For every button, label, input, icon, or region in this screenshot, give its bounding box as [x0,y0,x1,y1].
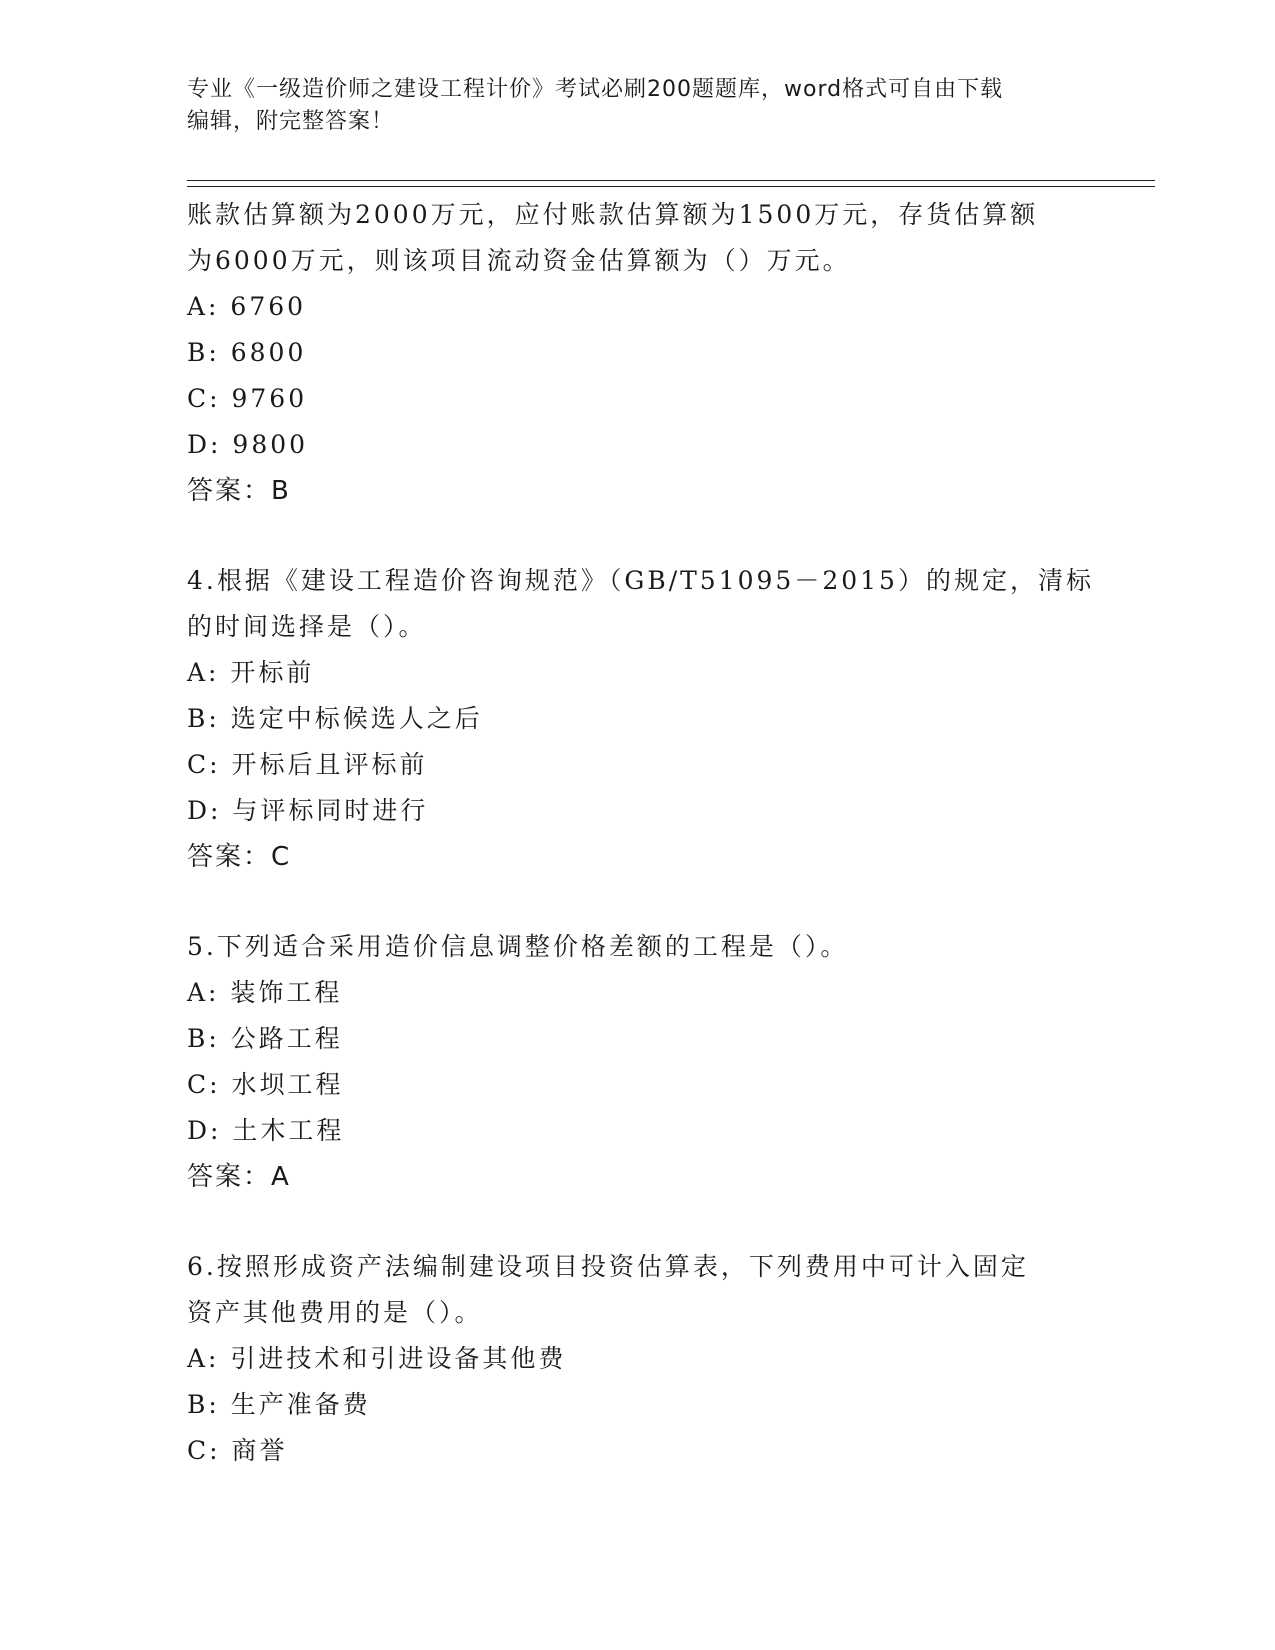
question-5 [187,924,1147,1200]
option-a: A: 开标前 [187,658,315,687]
option-a: A: 引进技术和引进设备其他费 [187,1344,567,1373]
question-stem-line: 6.按照形成资产法编制建设项目投资估算表，下列费用中可计入固定 [187,1252,1029,1281]
answer-line: 答案：A [187,1162,291,1192]
option-a: A: 装饰工程 [187,978,343,1007]
option-b: B: 公路工程 [187,1024,343,1053]
page-header [187,74,1087,138]
option-c: C: 商誉 [187,1436,288,1465]
option-a: A: 6760 [187,292,307,321]
option-c: C: 9760 [187,384,308,413]
option-b: B: 选定中标候选人之后 [187,704,483,733]
question-stem-line: 资产其他费用的是（）。 [187,1298,483,1327]
document-body [187,192,1147,1474]
option-c: C: 水坝工程 [187,1070,344,1099]
question-6 [187,1244,1147,1474]
header-divider [187,180,1155,187]
question-continued [187,192,1147,514]
option-d: D: 与评标同时进行 [187,796,429,825]
option-b: B: 6800 [187,338,307,367]
question-stem-line: 账款估算额为2000万元，应付账款估算额为1500万元，存货估算额 [187,200,1039,229]
option-d: D: 土木工程 [187,1116,345,1145]
header-title-line-2: 编辑，附完整答案！ [187,109,395,134]
option-b: B: 生产准备费 [187,1390,371,1419]
option-d: D: 9800 [187,430,309,459]
option-c: C: 开标后且评标前 [187,750,428,779]
question-4 [187,558,1147,880]
answer-line: 答案：B [187,476,291,506]
answer-line: 答案：C [187,842,292,872]
question-stem-line: 的时间选择是（）。 [187,612,427,641]
header-title-line-1: 专业《一级造价师之建设工程计价》考试必刷200题题库，word格式可自由下载 [187,77,1004,102]
question-stem-line: 为6000万元，则该项目流动资金估算额为（）万元。 [187,246,851,275]
question-stem-line: 4.根据《建设工程造价咨询规范》（GB/T51095－2015）的规定，清标 [187,566,1094,595]
question-stem-line: 5.下列适合采用造价信息调整价格差额的工程是（）。 [187,932,849,961]
